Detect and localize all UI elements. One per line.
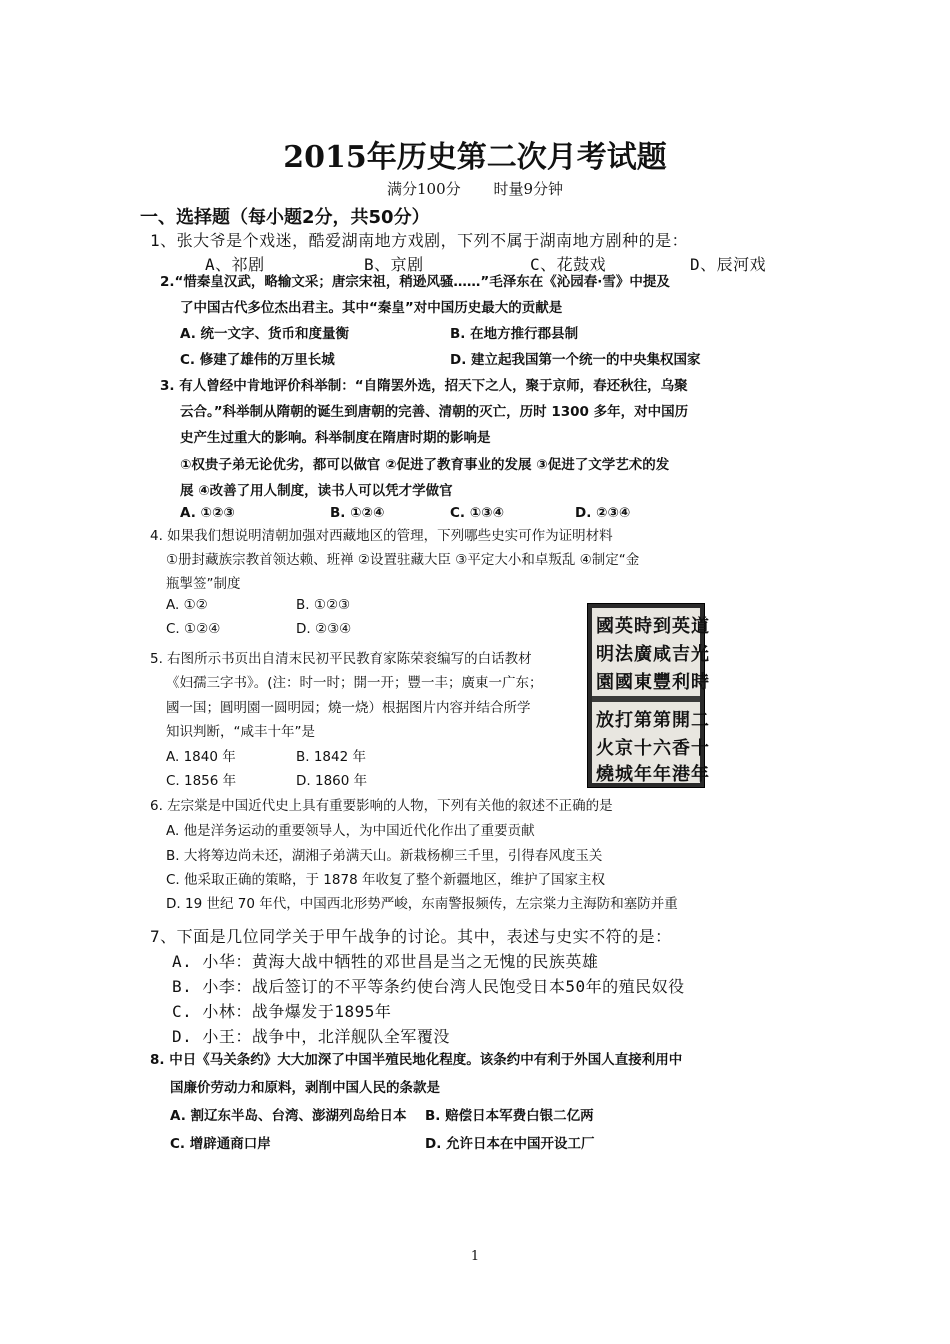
q5-stem-line1: 5. 右图所示书页出自清末民初平民教育家陈荣衮编写的白话教材: [150, 651, 532, 667]
book-page-image: [587, 603, 710, 788]
q1-option-a: A、祁剧: [205, 255, 265, 274]
book-row: 燒城年年港年: [596, 764, 710, 785]
q4-option-d: D. ②③④: [296, 621, 352, 637]
q4-stem-line1: 4. 如果我们想说明清朝加强对西藏地区的管理，下列哪些史实可作为证明材料: [150, 528, 613, 544]
q7-option-a: A. 小华：黄海大战中牺牲的邓世昌是当之无愧的民族英雄: [172, 952, 599, 971]
q5-stem-line2: 《妇孺三字书》。(注：时一时；開一开；豐一丰；廣東一广东；: [166, 675, 543, 691]
full-score: 满分100分: [387, 180, 461, 198]
q4-stem-line3: 瓶掣签”制度: [166, 576, 241, 592]
q5-stem-line4: 知识判断，“咸丰十年”是: [166, 724, 315, 740]
q6-option-d: D. 19 世纪 70 年代，中国西北形势严峻，东南警报频传，左宗棠力主海防和塞防并重: [166, 896, 678, 912]
time-limit: 时量9分钟: [493, 180, 563, 198]
book-row: 放打第第開二: [596, 710, 710, 731]
book-page-divider: [592, 696, 700, 702]
q3-stem-line5: 展 ④改善了用人制度，读书人可以凭才学做官: [180, 483, 453, 499]
book-row: 國英時到英道: [596, 616, 710, 637]
q7-stem: 7、下面是几位同学关于甲午战争的讨论。其中，表述与史实不符的是：: [150, 927, 672, 946]
q6-option-a: A. 他是洋务运动的重要领导人，为中国近代化作出了重要贡献: [166, 823, 535, 839]
q8-stem-line2: 国廉价劳动力和原料，剥削中国人民的条款是: [170, 1080, 440, 1096]
q8-option-c: C. 增辟通商口岸: [170, 1136, 271, 1152]
q5-stem-line3: 國一国；圓明園一圆明园；燒一烧）根据图片内容并结合所学: [166, 700, 531, 716]
q8-option-d: D. 允许日本在中国开设工厂: [425, 1136, 595, 1152]
q3-option-c: C. ①③④: [450, 505, 505, 521]
q1-option-c: C、花鼓戏: [530, 255, 607, 274]
q4-option-b: B. ①②③: [296, 597, 351, 613]
exam-info: [0, 178, 950, 199]
q4-option-c: C. ①②④: [166, 621, 221, 637]
q1-option-d: D、辰河戏: [690, 255, 767, 274]
q7-option-c: C. 小林：战争爆发于1895年: [172, 1002, 392, 1021]
q2-stem-line1: 2.“惜秦皇汉武，略输文采；唐宗宋祖，稍逊风骚……”毛泽东在《沁园春·雪》中提及: [160, 274, 670, 290]
section-heading: 一、选择题（每小题2分，共50分）: [140, 207, 430, 228]
q3-stem-line1: 3. 有人曾经中肯地评价科举制：“自隋罢外选，招天下之人，聚于京师，春还秋往，乌聚: [160, 378, 688, 394]
q2-option-b: B. 在地方推行郡县制: [450, 326, 579, 342]
q3-option-b: B. ①②④: [330, 505, 385, 521]
q2-option-a: A. 统一文字、货币和度量衡: [180, 326, 350, 342]
q5-option-a: A. 1840 年: [166, 749, 236, 765]
q6-option-b: B. 大将筹边尚未还，湖湘子弟满天山。新栽杨柳三千里，引得春风度玉关: [166, 848, 603, 864]
page-number: 1: [470, 1249, 480, 1264]
q3-stem-line4: ①权贵子弟无论优劣，都可以做官 ②促进了教育事业的发展 ③促进了文学艺术的发: [180, 457, 670, 473]
q2-stem-line2: 了中国古代多位杰出君主。其中“秦皇”对中国历史最大的贡献是: [180, 300, 563, 316]
q3-option-d: D. ②③④: [575, 505, 631, 521]
q5-option-d: D. 1860 年: [296, 773, 368, 789]
book-row: 火京十六香十: [596, 738, 710, 759]
q8-option-a: A. 割辽东半岛、台湾、澎湖列岛给日本: [170, 1108, 407, 1124]
q8-option-b: B. 赔偿日本军费白银二亿两: [425, 1108, 594, 1124]
page-title: 2015年历史第二次月考试题: [283, 140, 667, 175]
book-row: 明法廣咸吉光: [596, 644, 710, 665]
q2-option-d: D. 建立起我国第一个统一的中央集权国家: [450, 352, 701, 368]
q4-option-a: A. ①②: [166, 597, 208, 613]
q2-option-c: C. 修建了雄伟的万里长城: [180, 352, 335, 368]
q3-option-a: A. ①②③: [180, 505, 235, 521]
q7-option-b: B. 小李：战后签订的不平等条约使台湾人民饱受日本50年的殖民奴役: [172, 977, 685, 996]
q4-stem-line2: ①册封藏族宗教首领达赖、班禅 ②设置驻藏大臣 ③平定大小和卓叛乱 ④制定“金: [166, 552, 640, 568]
q1-option-b: B、京剧: [364, 255, 424, 274]
q1-stem: 1、张大爷是个戏迷，酷爱湖南地方戏剧，下列不属于湖南地方剧种的是：: [150, 231, 689, 250]
q8-stem-line1: 8. 中日《马关条约》大大加深了中国半殖民地化程度。该条约中有利于外国人直接利用中: [150, 1052, 683, 1068]
q5-option-c: C. 1856 年: [166, 773, 237, 789]
q3-stem-line2: 云合。”科举制从隋朝的诞生到唐朝的完善、清朝的灭亡，历时 1300 多年，对中国历: [180, 404, 689, 420]
book-row: 園國東豐利時: [596, 672, 710, 693]
book-page-paper: [592, 608, 710, 785]
q6-option-c: C. 他采取正确的策略，于 1878 年收复了整个新疆地区，维护了国家主权: [166, 872, 605, 888]
q5-option-b: B. 1842 年: [296, 749, 366, 765]
q3-stem-line3: 史产生过重大的影响。科举制度在隋唐时期的影响是: [180, 430, 491, 446]
q7-option-d: D. 小王：战争中，北洋舰队全军覆没: [172, 1027, 450, 1046]
q6-stem: 6. 左宗棠是中国近代史上具有重要影响的人物，下列有关他的叙述不正确的是: [150, 798, 613, 814]
